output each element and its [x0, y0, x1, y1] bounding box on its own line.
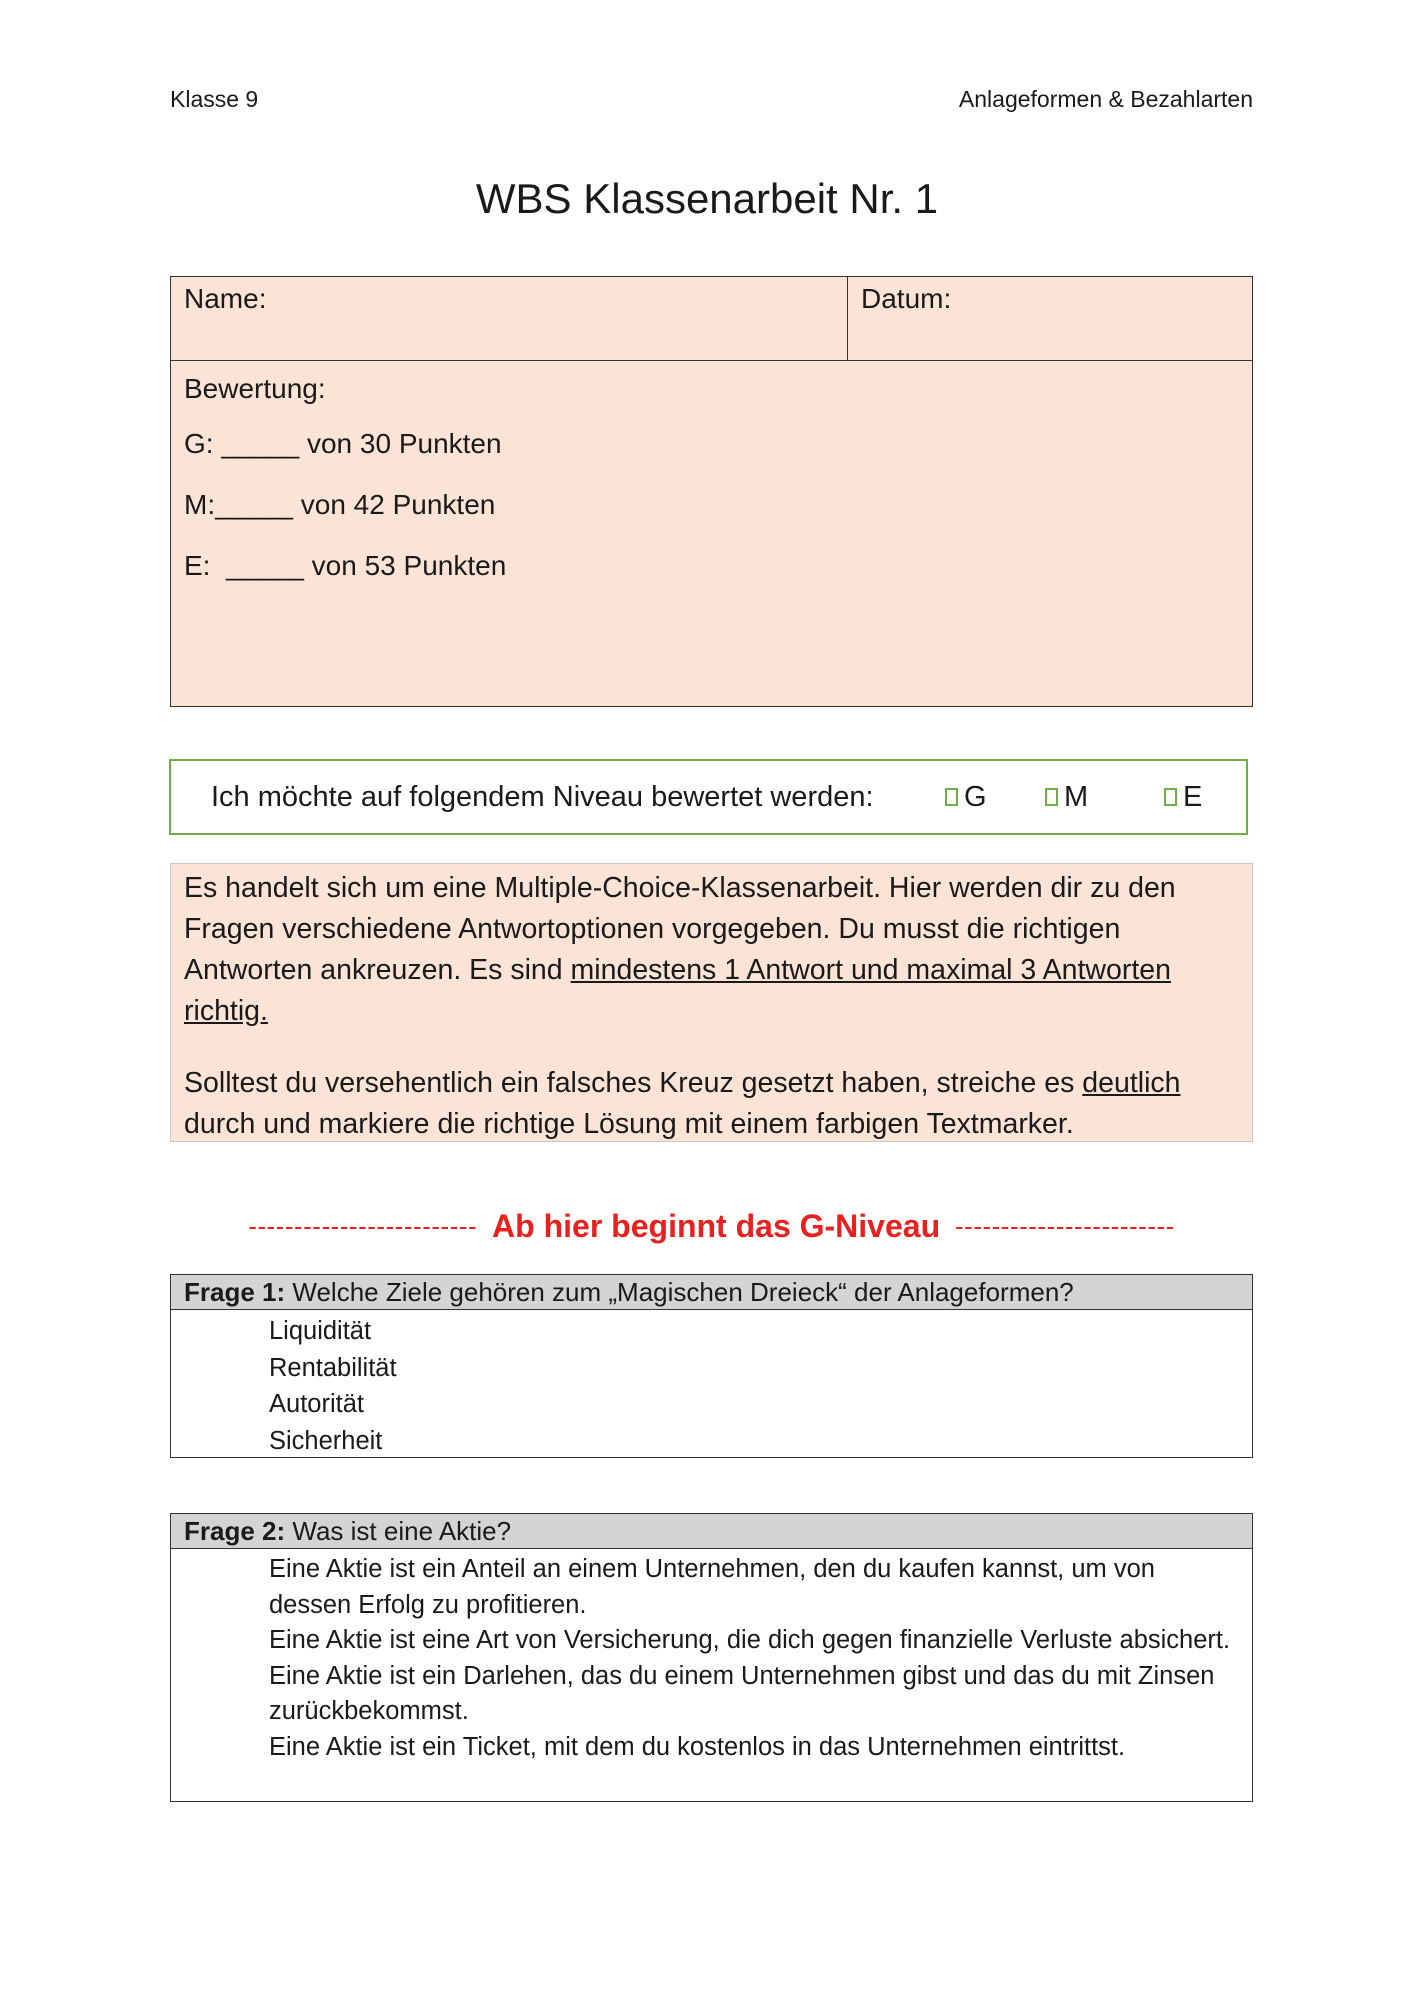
level-selection-label: Ich möchte auf folgendem Niveau bewertet werden: [211, 780, 874, 813]
answer-option[interactable]: Eine Aktie ist eine Art von Versicherung, die dich gegen finanzielle Verluste absichert. [269, 1626, 1231, 1654]
answer-option[interactable]: Eine Aktie ist ein Ticket, mit dem du kostenlos in das Unternehmen eintrittst. [269, 1732, 1126, 1761]
grading-level: M: [184, 489, 216, 520]
answer-option[interactable]: Eine Aktie ist ein Darlehen, das du einem Unternehmen gibst und das du mit Zinsen zurückbekommst. [269, 1661, 1215, 1725]
question-1-header [171, 1275, 1252, 1310]
date-label: Datum: [861, 283, 952, 314]
divider-title: Ab hier beginnt das G-Niveau [492, 1208, 941, 1244]
grading-level: G: [184, 428, 214, 459]
document-title: WBS Klassenarbeit Nr. 1 [475, 175, 939, 222]
level-selection-box [169, 759, 1248, 835]
grading-section [171, 361, 1252, 603]
level-option-label: G [964, 780, 987, 813]
answer-option[interactable]: Sicherheit [269, 1426, 383, 1455]
instructions-paragraph-1 [184, 868, 1242, 1032]
level-option-g[interactable] [945, 761, 987, 833]
score-blank[interactable]: _____ [215, 489, 301, 520]
answer-list [171, 1310, 1252, 1459]
name-field[interactable] [171, 277, 848, 360]
grading-line-e [184, 542, 1252, 603]
page-header-topic: Anlageformen & Bezahlarten [958, 86, 1253, 112]
grading-line-m [184, 481, 1252, 542]
question-2-header [171, 1514, 1252, 1549]
question-text: Was ist eine Aktie? [292, 1516, 512, 1546]
section-divider-g-level [170, 1208, 1253, 1245]
level-option-label: E [1183, 780, 1203, 813]
student-info-box [170, 276, 1253, 707]
question-1-box [170, 1274, 1253, 1458]
score-blank[interactable]: _____ [210, 550, 312, 581]
grading-points: von 53 Punkten [311, 550, 507, 581]
answer-option[interactable]: Eine Aktie ist ein Anteil an einem Unternehmen, den du kaufen kannst, um von dessen Erfolg zu profitieren. [269, 1555, 1155, 1619]
date-field[interactable] [848, 277, 1252, 360]
divider-dashes-right: ------------------------ [955, 1211, 1175, 1241]
answer-list [171, 1549, 1252, 1765]
instructions-box [170, 863, 1253, 1142]
instructions-text: Solltest du versehentlich ein falsches Kreuz gesetzt haben, streiche es [184, 1067, 1083, 1099]
answer-option[interactable]: Autorität [269, 1390, 364, 1418]
grading-label: Bewertung: [184, 373, 326, 404]
checkbox-icon[interactable] [1164, 788, 1177, 806]
instructions-emphasis: deutlich [1082, 1067, 1181, 1099]
score-blank[interactable]: _____ [213, 428, 307, 459]
instructions-text: Es handelt sich um eine Multiple-Choice-Klassenarbeit. Hier werden dir zu den Fragen verschiedene Antwortoptionen vorgegeben. Du musst die richtigen Antworten ankreuzen. Es sind [184, 872, 1176, 986]
instructions-text: durch und markiere die richtige Lösung mit einem farbigen Textmarker. [184, 1108, 1074, 1140]
divider-dashes-left: ------------------------- [248, 1211, 478, 1241]
level-option-m[interactable] [1045, 761, 1088, 833]
checkbox-icon[interactable] [1045, 788, 1058, 806]
question-label: Frage 1: [184, 1277, 286, 1307]
answer-option[interactable]: Rentabilität [269, 1353, 397, 1382]
instructions-paragraph-2 [184, 1063, 1242, 1145]
question-2-box [170, 1513, 1253, 1802]
instructions-emphasis: mindestens 1 Antwort und maximal 3 Antworten richtig. [184, 954, 1171, 1027]
grading-level: E: [184, 550, 211, 581]
grading-line-g [184, 420, 1252, 481]
checkbox-icon[interactable] [945, 788, 958, 806]
question-label: Frage 2: [184, 1516, 286, 1546]
grading-points: von 42 Punkten [300, 489, 496, 520]
answer-option[interactable]: Liquidität [269, 1317, 372, 1345]
question-text: Welche Ziele gehören zum „Magischen Dreieck“ der Anlageformen? [292, 1277, 1074, 1307]
name-date-row [171, 277, 1252, 361]
name-label: Name: [184, 283, 267, 314]
level-option-e[interactable] [1164, 761, 1202, 833]
level-option-label: M [1064, 780, 1089, 813]
page-header-class: Klasse 9 [170, 86, 259, 112]
grading-points: von 30 Punkten [306, 428, 502, 459]
